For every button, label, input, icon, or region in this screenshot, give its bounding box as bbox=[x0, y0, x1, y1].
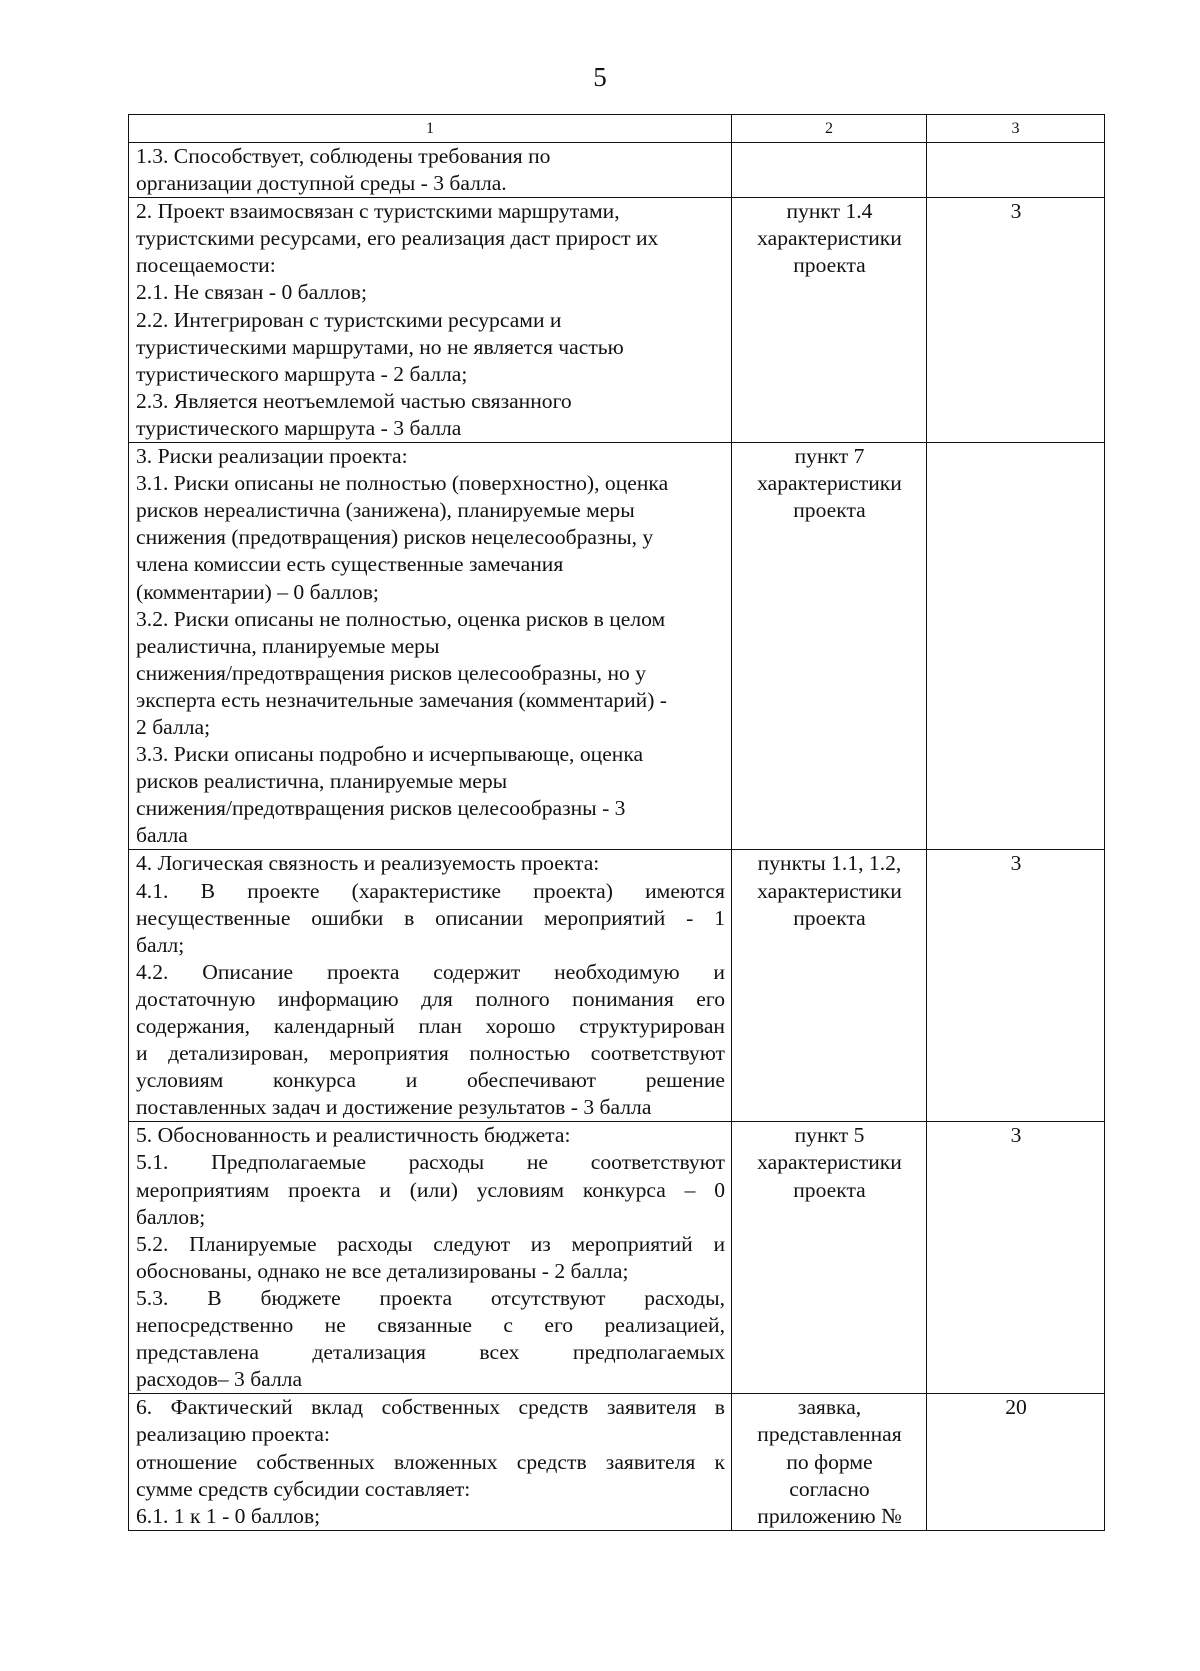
page-number: 5 bbox=[593, 62, 607, 92]
source-line: пункты 1.1, 1.2, bbox=[757, 851, 902, 876]
score-cell: 3 bbox=[927, 1122, 1105, 1394]
table-row bbox=[129, 850, 1105, 1122]
criterion-line: непосредственно не связанные с его реализацией, bbox=[136, 1313, 725, 1338]
criterion-line: рисков реалистична, планируемые меры bbox=[136, 769, 508, 794]
criterion-cell bbox=[129, 198, 732, 443]
criterion-line: эксперта есть незначительные замечания (комментарий) - bbox=[136, 687, 667, 712]
table-row bbox=[129, 198, 1105, 443]
criterion-line: расходов– 3 балла bbox=[136, 1367, 303, 1392]
criterion-cell bbox=[129, 143, 732, 198]
criterion-line: 6.1. 1 к 1 - 0 баллов; bbox=[136, 1503, 321, 1528]
source-cell bbox=[732, 143, 927, 198]
criterion-line: 3.3. Риски описаны подробно и исчерпывающе, оценка bbox=[136, 742, 644, 767]
source-line: проекта bbox=[793, 905, 866, 930]
source-line: заявка, bbox=[797, 1395, 862, 1420]
criterion-line: содержания, календарный план хорошо структурирован bbox=[136, 1014, 725, 1038]
header-cell-score: 3 bbox=[927, 115, 1105, 143]
criterion-line: обоснованы, однако не все детализированы - 2 балла; bbox=[136, 1258, 629, 1283]
criterion-line: балла bbox=[136, 823, 188, 848]
criterion-line: снижения (предотвращения) рисков нецелесообразны, у bbox=[136, 525, 654, 550]
criterion-line: 4. Логическая связность и реализуемость проекта: bbox=[136, 851, 600, 876]
criterion-line: 2 балла; bbox=[136, 714, 211, 739]
criterion-line: посещаемости: bbox=[136, 253, 276, 278]
score-cell: 3 bbox=[927, 850, 1105, 1122]
criterion-line: достаточную информацию для полного понимания его bbox=[136, 986, 725, 1011]
criterion-line: реалистична, планируемые меры bbox=[136, 633, 440, 658]
score-cell: 3 bbox=[927, 198, 1105, 443]
criterion-line: (комментарии) – 0 баллов; bbox=[136, 579, 379, 604]
source-line: по форме bbox=[786, 1449, 873, 1474]
source-line: проекта bbox=[793, 253, 866, 278]
criterion-line: снижения/предотвращения рисков целесообразны, но у bbox=[136, 660, 647, 685]
criterion-line: 3.2. Риски описаны не полностью, оценка рисков в целом bbox=[136, 606, 666, 631]
criterion-cell bbox=[129, 1394, 732, 1530]
criterion-line: 5.2. Планируемые расходы следуют из мероприятий и bbox=[136, 1231, 725, 1256]
criterion-line: 2. Проект взаимосвязан с туристскими маршрутами, bbox=[136, 199, 620, 224]
criterion-line: 3. Риски реализации проекта: bbox=[136, 444, 408, 469]
table-header-row bbox=[129, 115, 1105, 143]
criterion-line: 5.3. В бюджете проекта отсутствуют расходы, bbox=[136, 1285, 725, 1310]
criterion-line: 6. Фактический вклад собственных средств заявителя в bbox=[136, 1395, 725, 1420]
criterion-line: сумме средств субсидии составляет: bbox=[136, 1476, 471, 1501]
header-cell-criterion: 1 bbox=[129, 115, 732, 143]
table-row bbox=[129, 443, 1105, 850]
table-row bbox=[129, 1122, 1105, 1394]
criterion-line: члена комиссии есть существенные замечания bbox=[136, 552, 564, 577]
criterion-line: реализацию проекта: bbox=[136, 1422, 330, 1447]
criterion-line: 5.1. Предполагаемые расходы не соответствуют bbox=[136, 1150, 725, 1175]
score-cell bbox=[927, 143, 1105, 198]
criterion-line: туристическими маршрутами, но не является частью bbox=[136, 334, 624, 359]
source-line: характеристики bbox=[757, 471, 902, 496]
criteria-table bbox=[128, 114, 1105, 1531]
criterion-cell bbox=[129, 1122, 732, 1394]
source-line: характеристики bbox=[757, 226, 902, 251]
source-line: представленная bbox=[757, 1422, 902, 1447]
criterion-line: снижения/предотвращения рисков целесообразны - 3 bbox=[136, 796, 626, 821]
source-line: проекта bbox=[793, 498, 866, 523]
score-cell: 20 bbox=[927, 1394, 1105, 1530]
source-line: пункт 5 bbox=[794, 1123, 865, 1148]
criterion-line: несущественные ошибки в описании мероприятий - 1 bbox=[136, 905, 725, 930]
source-cell bbox=[732, 850, 927, 1122]
criterion-line: отношение собственных вложенных средств заявителя к bbox=[136, 1449, 725, 1474]
criterion-cell bbox=[129, 850, 732, 1122]
criterion-line: туристического маршрута - 3 балла bbox=[136, 415, 462, 440]
criterion-line: 4.2. Описание проекта содержит необходимую и bbox=[136, 959, 725, 984]
criterion-line: 1.3. Способствует, соблюдены требования по bbox=[136, 144, 551, 168]
table-row bbox=[129, 143, 1105, 198]
criterion-line: поставленных задач и достижение результатов - 3 балла bbox=[136, 1095, 652, 1120]
source-line: пункт 1.4 bbox=[786, 199, 873, 224]
source-cell bbox=[732, 1394, 927, 1530]
source-line: согласно bbox=[789, 1476, 870, 1501]
criterion-line: мероприятиям проекта и (или) условиям конкурса – 0 bbox=[136, 1177, 725, 1202]
header-cell-source: 2 bbox=[732, 115, 927, 143]
criterion-line: и детализирован, мероприятия полностью соответствуют bbox=[136, 1041, 725, 1066]
criterion-line: 2.1. Не связан - 0 баллов; bbox=[136, 280, 367, 305]
source-cell bbox=[732, 1122, 927, 1394]
criterion-line: туристскими ресурсами, его реализация даст прирост их bbox=[136, 226, 659, 251]
criterion-cell bbox=[129, 443, 732, 850]
source-line: характеристики bbox=[757, 1150, 902, 1175]
table-row bbox=[129, 1394, 1105, 1530]
criterion-line: 3.1. Риски описаны не полностью (поверхностно), оценка bbox=[136, 471, 669, 496]
source-line: пункт 7 bbox=[794, 444, 865, 469]
criterion-line: рисков нереалистична (занижена), планируемые меры bbox=[136, 498, 635, 523]
source-cell bbox=[732, 443, 927, 850]
criterion-line: условиям конкурса и обеспечивают решение bbox=[136, 1068, 725, 1093]
source-cell bbox=[732, 198, 927, 443]
criterion-line: 2.2. Интегрирован с туристскими ресурсами и bbox=[136, 307, 562, 332]
criterion-line: 5. Обоснованность и реалистичность бюджета: bbox=[136, 1123, 571, 1148]
source-line: проекта bbox=[793, 1177, 866, 1202]
source-line: приложению № bbox=[757, 1503, 902, 1528]
criterion-line: 4.1. В проекте (характеристике проекта) имеются bbox=[136, 878, 725, 903]
criterion-line: организации доступной среды - 3 балла. bbox=[136, 171, 507, 196]
source-line: характеристики bbox=[757, 878, 902, 903]
criterion-line: 2.3. Является неотъемлемой частью связанного bbox=[136, 388, 572, 413]
criterion-line: балл; bbox=[136, 932, 185, 957]
criterion-line: баллов; bbox=[136, 1204, 206, 1229]
criterion-line: туристического маршрута - 2 балла; bbox=[136, 361, 468, 386]
criterion-line: представлена детализация всех предполагаемых bbox=[136, 1340, 725, 1365]
score-cell bbox=[927, 443, 1105, 850]
